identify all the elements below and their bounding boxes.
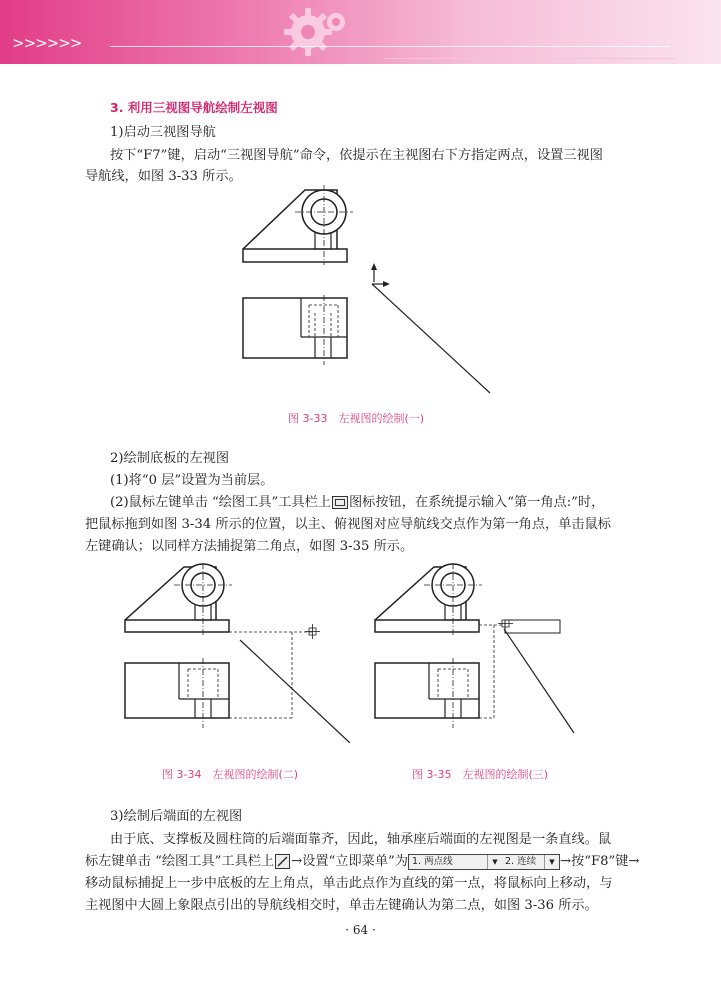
step3-line2-a: 标左键单击 “绘图工具”工具栏上	[85, 854, 275, 869]
step1-para-line2: 导航线，如图 3-33 所示。	[85, 169, 242, 184]
step2-item2-line2: 把鼠标拖到如图 3-34 所示的位置，以主、俯视图对应导航线交点作为第一角点，单击鼠标	[85, 517, 611, 532]
figure-3-35-caption: 图 3-35 左视图的绘制(三)	[412, 768, 549, 781]
figure-3-33	[235, 185, 495, 395]
section-title: 3. 利用三视图导航绘制左视图	[110, 100, 278, 115]
figure-3-34	[122, 563, 352, 743]
step3-line3: 移动鼠标捕捉上一步中底板的左上角点，单击此点作为直线的第一点，将鼠标向上移动，与	[85, 876, 613, 891]
line-tool-icon[interactable]	[275, 854, 290, 869]
gear-icon	[268, 2, 358, 62]
step2-item2-pre: (2)鼠标左键单击 “绘图工具”工具栏上	[110, 495, 331, 510]
header-chevrons: >>>>>>	[12, 34, 82, 52]
step3-line4: 主视图中大圆上象限点引出的导航线相交时，单击左键确认为第二点，如图 3-36 所示。	[85, 898, 598, 913]
immediate-menu	[408, 854, 560, 870]
header-rule-lower	[385, 58, 675, 59]
header-rule	[110, 46, 670, 47]
figure-3-34-caption: 图 3-34 左视图的绘制(二)	[162, 768, 299, 781]
figure-3-33-caption: 图 3-33 左视图的绘制(一)	[288, 412, 425, 425]
step3-line2	[85, 851, 639, 873]
step1-para-line1: 按下“F7”键，启动“三视图导航”命令，依提示在主视图右下方指定两点，设置三视图	[110, 148, 603, 163]
page-header-banner	[0, 0, 721, 64]
page-number: · 64 ·	[345, 923, 376, 937]
step2-item2-line1	[110, 492, 604, 514]
step1-heading: 1)启动三视图导航	[110, 125, 216, 140]
step3-heading: 3)绘制后端面的左视图	[110, 809, 243, 824]
chevron-down-icon[interactable]: ▼	[487, 855, 502, 869]
step3-line2-c: →按“F8”键→	[559, 854, 640, 869]
step2-item1: (1)将“0 层”设置为当前层。	[110, 473, 274, 488]
step2-item2-post: 图标按钮，在系统提示输入“第一角点:”时，	[348, 495, 605, 510]
step2-item2-line3: 左键确认；以同样方法捕捉第二角点，如图 3-35 所示。	[85, 539, 414, 554]
immediate-menu-item1[interactable]: 1. 两点线	[411, 855, 453, 867]
rectangle-tool-icon[interactable]	[332, 496, 348, 509]
chevron-down-icon[interactable]: ▼	[544, 855, 559, 869]
immediate-menu-item2[interactable]: 2. 连续	[504, 855, 537, 867]
step3-line1: 由于底、支撑板及圆柱筒的后端面靠齐，因此，轴承座后端面的左视图是一条直线。鼠	[110, 832, 612, 847]
step2-heading: 2)绘制底板的左视图	[110, 451, 230, 466]
step3-line2-b: →设置“立即菜单”为	[291, 854, 408, 869]
figure-3-35	[372, 563, 582, 743]
